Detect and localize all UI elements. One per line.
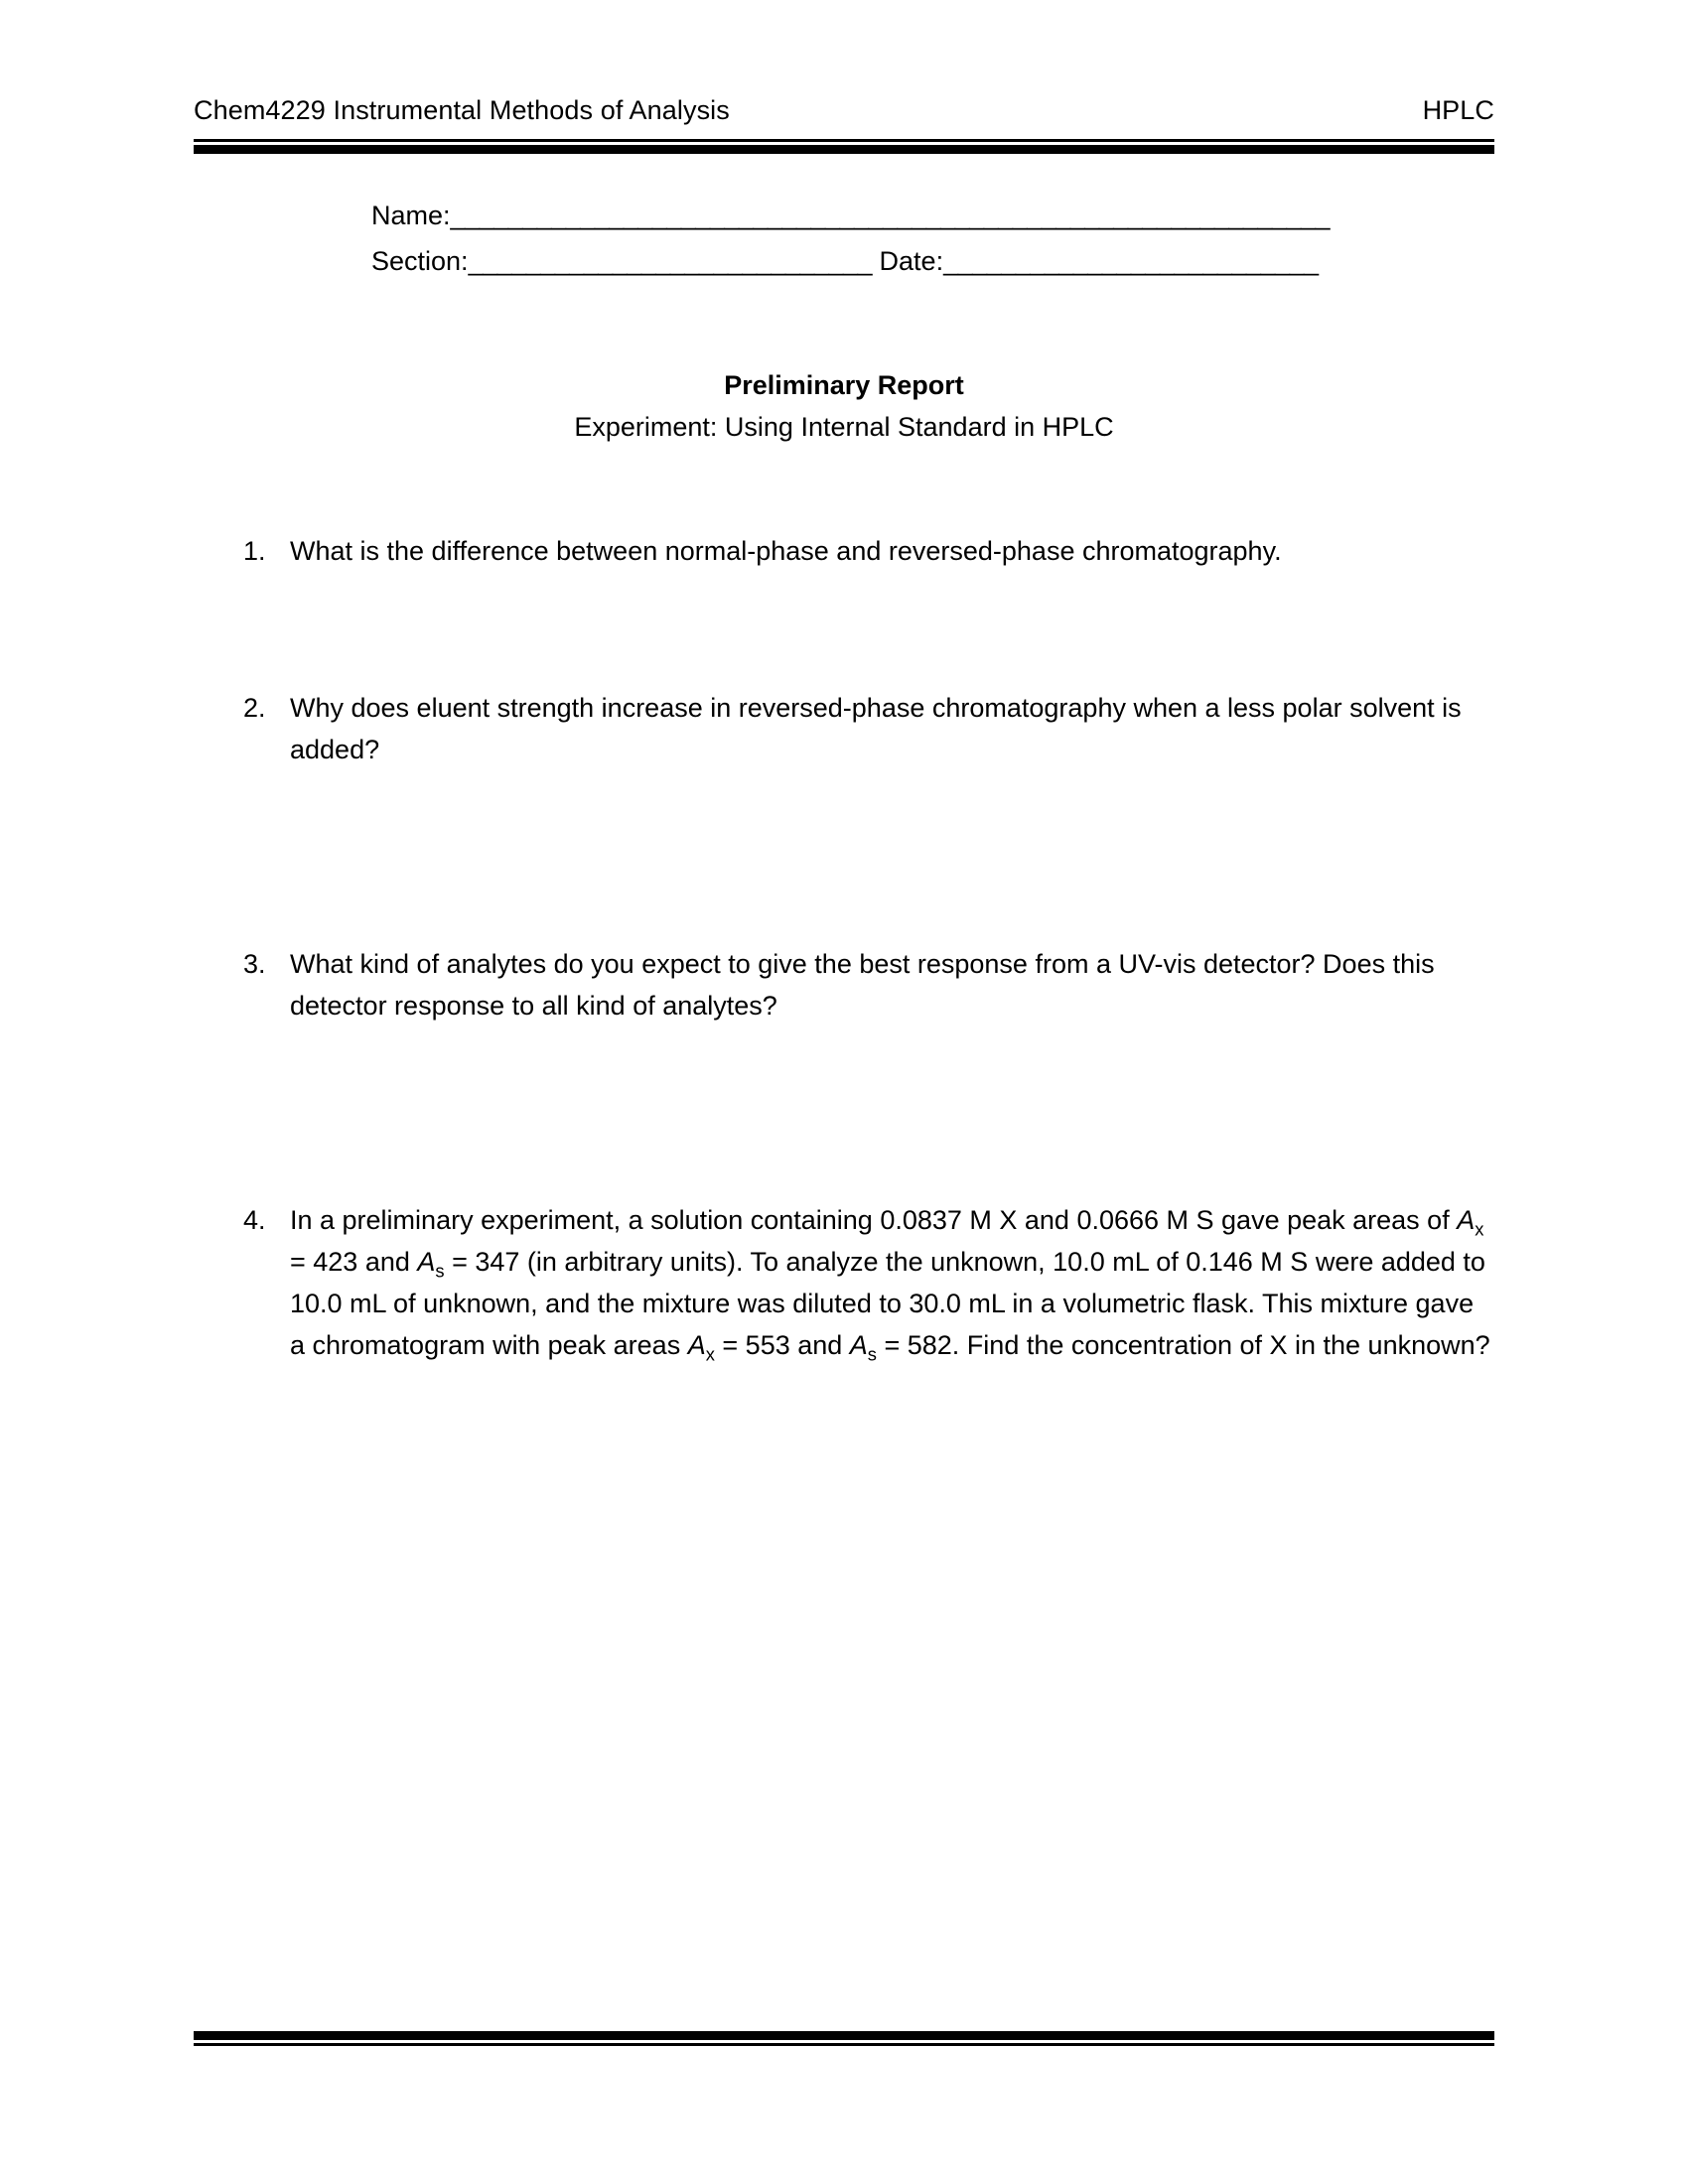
question-text-4 [290, 1199, 1494, 1366]
name-label: Name: [371, 201, 451, 230]
q4-var-a-4: A [849, 1330, 868, 1360]
name-fill-blank[interactable]: _____________________________________________________________ [450, 201, 1331, 230]
question-item-2 [243, 687, 1494, 770]
report-subtitle: Experiment: Using Internal Standard in HPLC [574, 412, 1114, 442]
q4-part-2: = 423 and [290, 1247, 418, 1277]
question-number-3: 3. [243, 949, 266, 979]
student-info-fields [371, 193, 1330, 284]
q4-part-4: = 553 and [714, 1330, 850, 1360]
q4-sub-x-1: x [1475, 1218, 1484, 1240]
q4-sub-s-1: s [435, 1260, 445, 1282]
q4-symbol-ax-1 [1457, 1205, 1484, 1240]
question-item-4 [243, 1199, 1494, 1366]
footer-rule-thick [194, 2031, 1494, 2040]
answer-space-1 [243, 572, 1494, 687]
q4-symbol-as-1 [417, 1247, 445, 1282]
q4-var-a-2: A [417, 1247, 436, 1277]
question-text-3: What kind of analytes do you expect to give the best response from a UV-vis detector? Does this detector response to all kind of analytes? [290, 949, 1435, 1021]
header-divider [194, 139, 1494, 154]
question-text-1: What is the difference between normal-phase and reversed-phase chromatography. [290, 536, 1282, 566]
question-number-4: 4. [243, 1205, 266, 1235]
q4-var-a-3: A [687, 1330, 706, 1360]
report-title: Preliminary Report [724, 370, 964, 400]
q4-sub-s-2: s [867, 1343, 877, 1365]
section-label: Section: [371, 246, 469, 276]
question-list [243, 530, 1494, 1366]
report-title-block [194, 364, 1494, 448]
question-item-3 [243, 943, 1494, 1026]
q4-sub-x-2: x [705, 1343, 715, 1365]
field-spacer [872, 246, 880, 276]
q4-symbol-as-2 [849, 1330, 877, 1365]
name-field-line [371, 193, 1330, 238]
footer-rule-thin [194, 2043, 1494, 2046]
question-text-2: Why does eluent strength increase in reversed-phase chromatography when a less polar solvent is added? [290, 693, 1462, 764]
header-rule-thick [194, 145, 1494, 154]
question-item-1 [243, 530, 1494, 572]
answer-space-2 [243, 770, 1494, 943]
question-number-1: 1. [243, 536, 266, 566]
section-date-field-line [371, 238, 1330, 284]
q4-part-3: = 347 (in arbitrary units). To analyze the unknown, 10.0 mL of 0.146 M S were added to 10.0 mL of unknown, and the mixture was diluted to 30.0 mL in a volumetric flask. This mixture gave a chromatogram with peak areas [290, 1247, 1485, 1360]
section-fill-blank[interactable]: ____________________________ [468, 246, 873, 276]
date-fill-blank[interactable]: __________________________ [943, 246, 1319, 276]
header-topic-label: HPLC [1422, 95, 1494, 125]
answer-space-3 [243, 1026, 1494, 1199]
page-header [194, 95, 1494, 126]
header-course-title: Chem4229 Instrumental Methods of Analysis [194, 95, 730, 125]
q4-part-5: = 582. Find the concentration of X in the unknown? [876, 1330, 1490, 1360]
q4-part-1: In a preliminary experiment, a solution containing 0.0837 M X and 0.0666 M S gave peak areas of [290, 1205, 1458, 1235]
q4-symbol-ax-2 [687, 1330, 715, 1365]
question-number-2: 2. [243, 693, 266, 723]
date-label: Date: [879, 246, 944, 276]
footer-divider [194, 2031, 1494, 2046]
q4-var-a-1: A [1457, 1205, 1476, 1235]
